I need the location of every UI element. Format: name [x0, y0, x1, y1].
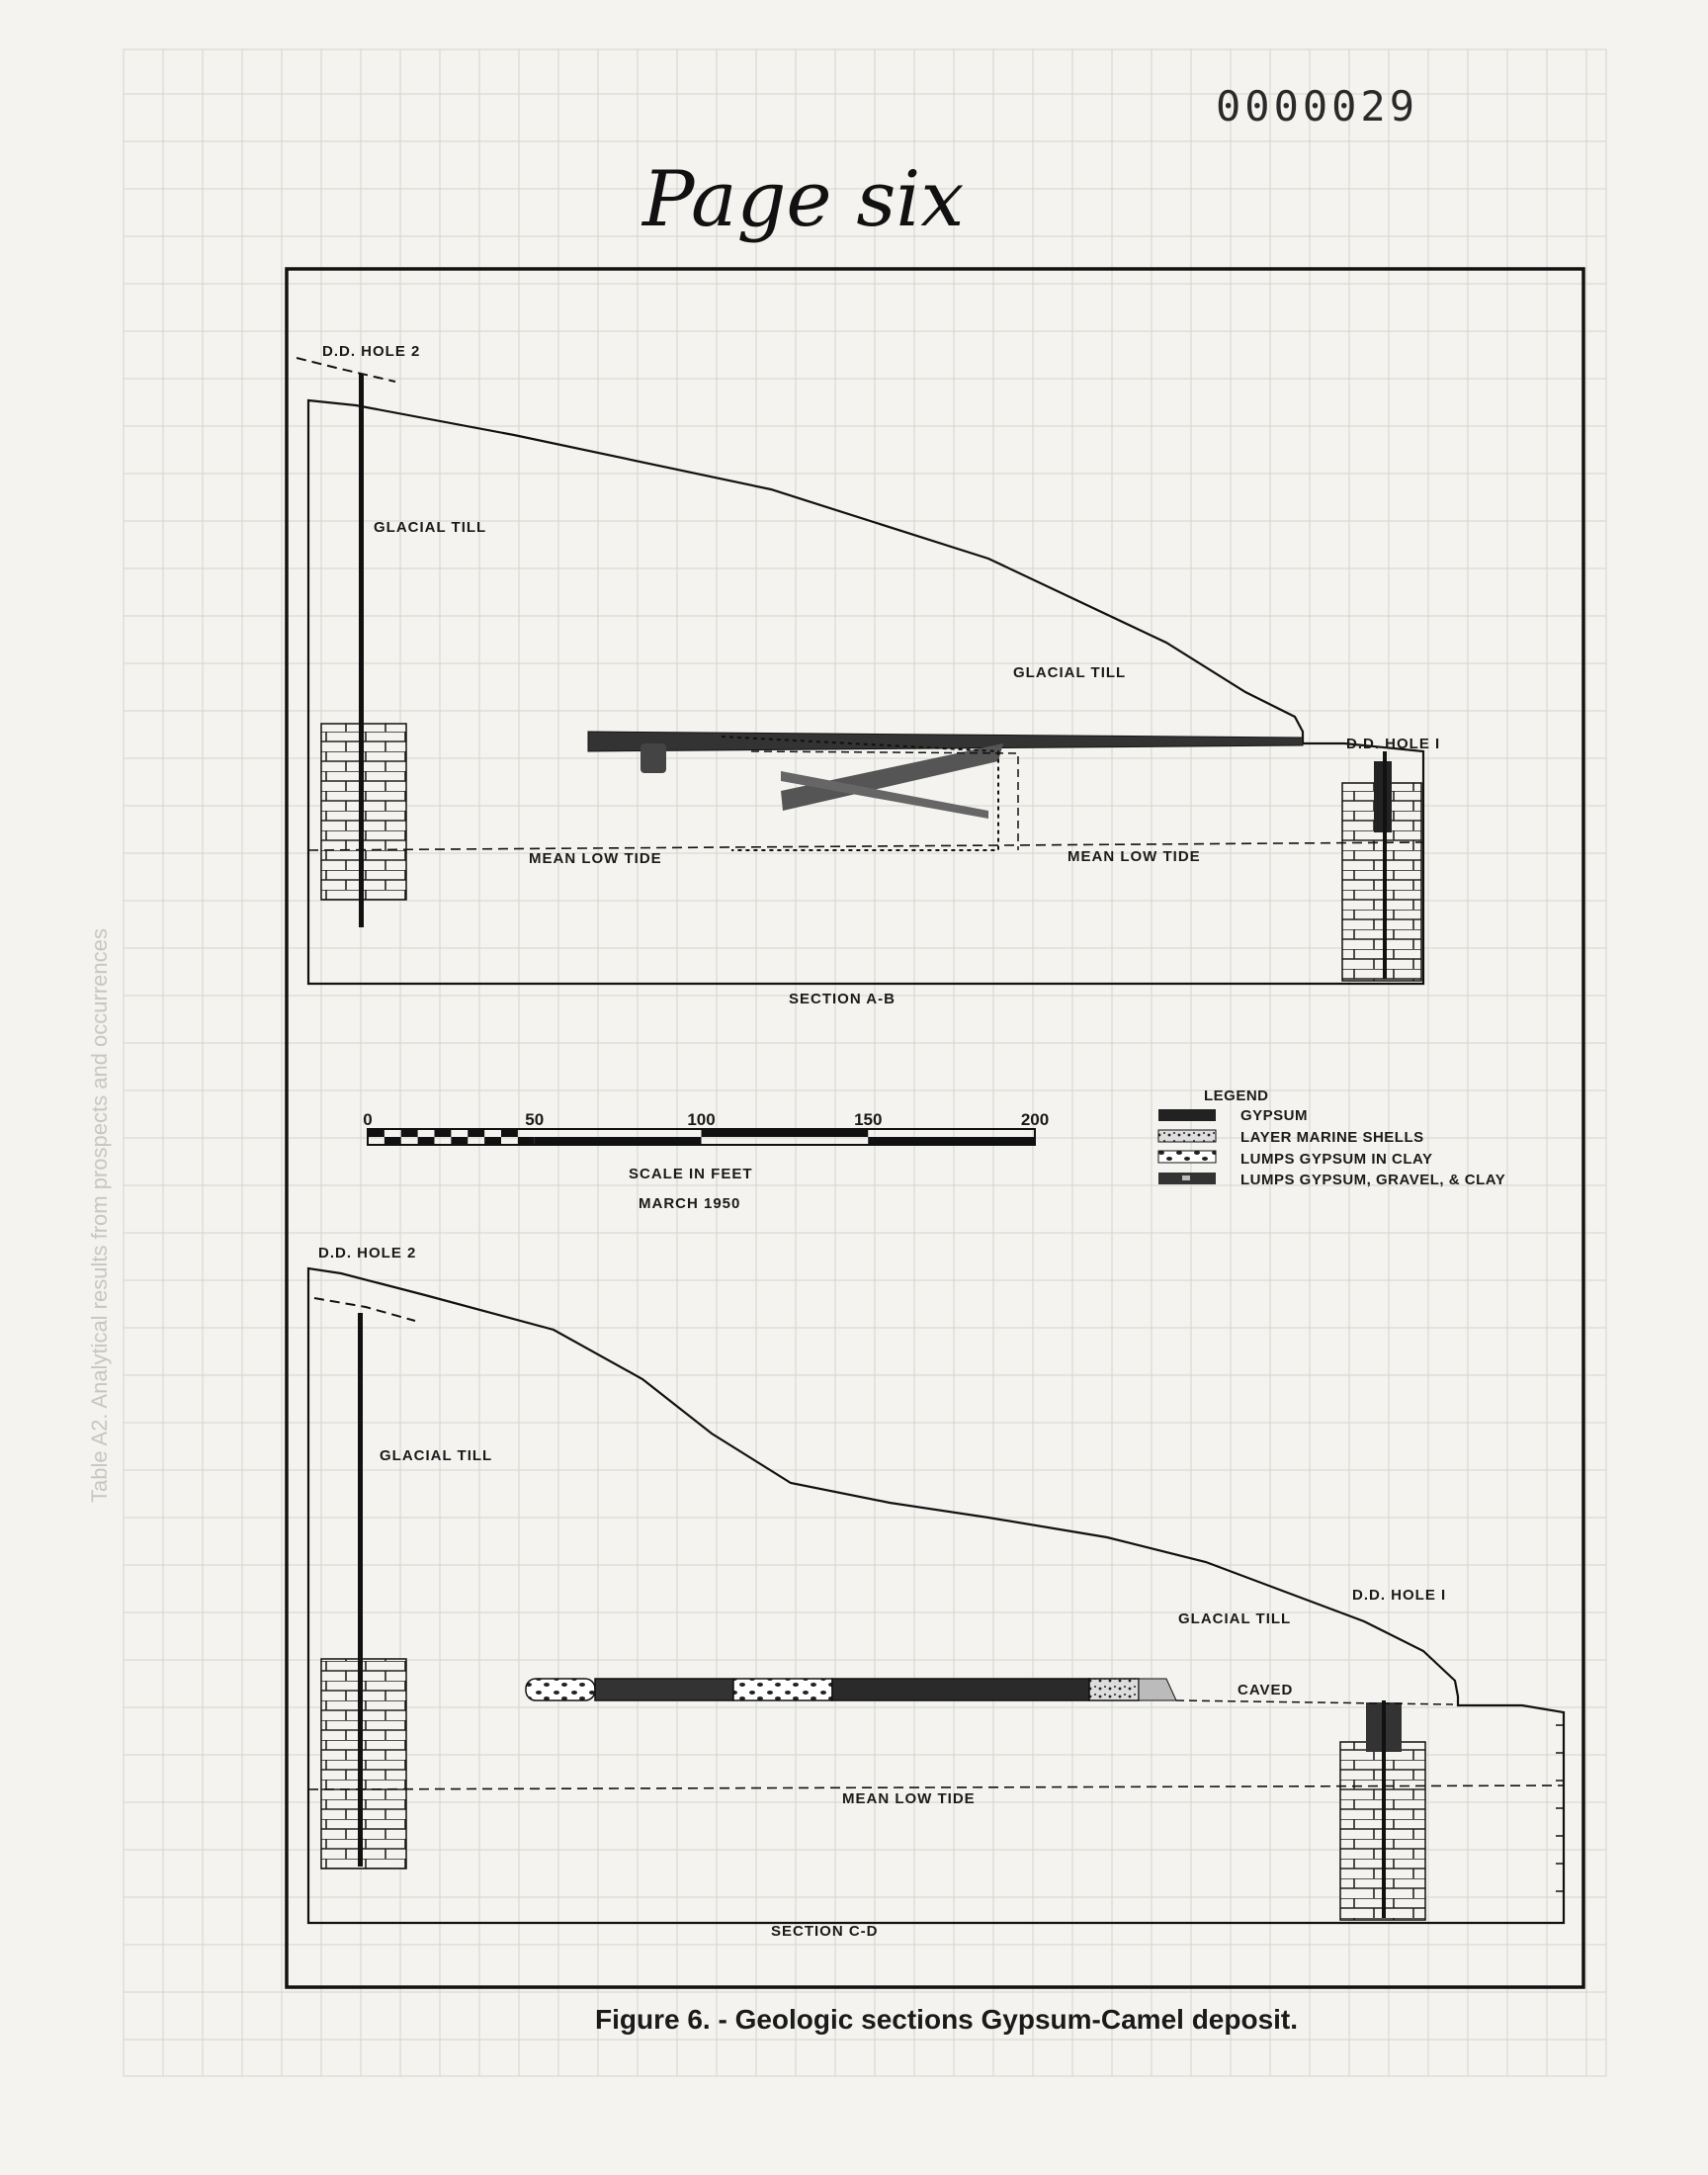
glacial-till-lower-label-ab: GLACIAL TILL	[1013, 664, 1127, 681]
mean-low-tide-left-label-ab: MEAN LOW TIDE	[529, 850, 662, 867]
section-ab	[297, 343, 1440, 1007]
legend-title: LEGEND	[1204, 1088, 1269, 1104]
drill-hole-right-label-cd: D.D. HOLE I	[1352, 1587, 1447, 1604]
caved-label-cd: CAVED	[1238, 1682, 1294, 1698]
scale-tick-label: 50	[525, 1110, 545, 1129]
scale-date: MARCH 1950	[639, 1195, 741, 1212]
bedrock-left-cd	[321, 1659, 406, 1869]
marine-shells-swatch	[1158, 1130, 1216, 1142]
glacial-till-right-label-cd: GLACIAL TILL	[1178, 1610, 1292, 1627]
legend-item-marine-shells: LAYER MARINE SHELLS	[1240, 1129, 1424, 1146]
mean-low-tide-line-ab	[308, 842, 1423, 850]
mean-low-tide-right-label-ab: MEAN LOW TIDE	[1068, 848, 1201, 865]
drill-hole-left-label-cd: D.D. HOLE 2	[318, 1245, 417, 1262]
gypsum-layer-cd-2	[832, 1679, 1089, 1700]
drill-hole-2-cd	[358, 1313, 363, 1867]
gypsum-layer-cd-1	[595, 1679, 733, 1700]
drill-hole-left-label-ab: D.D. HOLE 2	[322, 343, 421, 360]
scale-tick-label: 200	[1020, 1110, 1050, 1129]
figure-caption: Figure 6. - Geologic sections Gypsum-Camel deposit.	[595, 2004, 1299, 2035]
scale-tick-label: 150	[854, 1110, 883, 1129]
scale-label: SCALE IN FEET	[629, 1166, 753, 1182]
legend-item-gypsum-gravel-clay: LUMPS GYPSUM, GRAVEL, & CLAY	[1240, 1172, 1506, 1188]
marine-shells-layer-cd	[1089, 1679, 1139, 1700]
section-ab-profile	[308, 400, 1423, 984]
gypsum-gravel-layer-cd	[733, 1679, 832, 1700]
section-cd-title: SECTION C-D	[771, 1923, 879, 1940]
drill-hole-right-label-ab: D.D. HOLE I	[1346, 736, 1441, 752]
drill-hole-1-cd	[1382, 1700, 1386, 1918]
gypsum-clay-layer-cd	[526, 1679, 595, 1700]
drill-hole-1-ab	[1383, 751, 1387, 979]
mean-low-tide-label-cd: MEAN LOW TIDE	[842, 1790, 976, 1807]
section-cd	[308, 1245, 1564, 1940]
gypsum-clay-swatch	[1158, 1151, 1216, 1163]
gypsum-lump-ab	[640, 743, 666, 773]
gypsum-swatch	[1158, 1109, 1216, 1121]
scale-bar	[363, 1110, 1049, 1212]
drill-hole-2-ab	[359, 374, 364, 927]
document-id-number: 0000029	[1216, 82, 1419, 130]
legend-item-gypsum-clay: LUMPS GYPSUM IN CLAY	[1240, 1151, 1433, 1168]
glacial-till-upper-label-ab: GLACIAL TILL	[374, 519, 487, 536]
scale-tick-label: 0	[363, 1110, 373, 1129]
handwritten-note: Page six	[642, 155, 965, 244]
scale-tick-label: 100	[687, 1110, 716, 1129]
ghost-table-title: Table A2. Analytical results from prospects and occurrences	[87, 928, 112, 1503]
glacial-till-left-label-cd: GLACIAL TILL	[380, 1447, 493, 1464]
legend-item-gypsum: GYPSUM	[1240, 1107, 1309, 1124]
section-ab-title: SECTION A-B	[789, 991, 896, 1007]
caved-zone-cd	[1139, 1679, 1176, 1700]
